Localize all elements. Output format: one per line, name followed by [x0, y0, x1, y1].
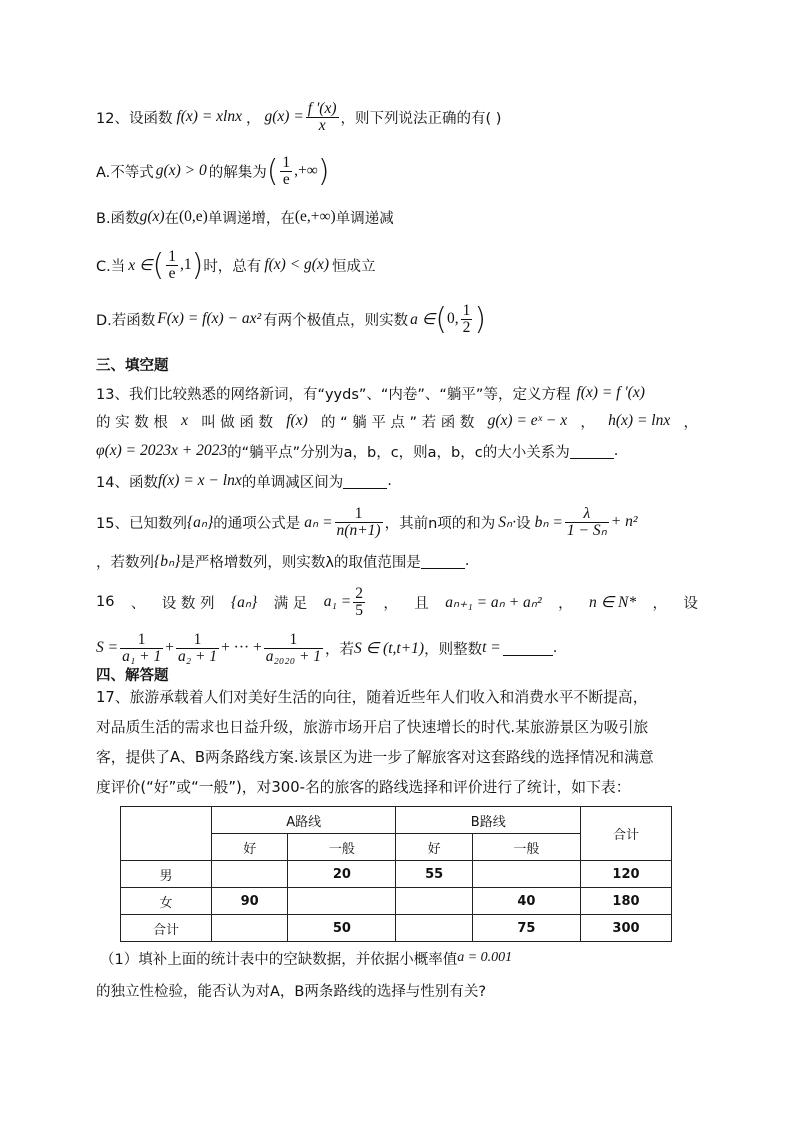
q15-bn-fraction: [565, 506, 609, 539]
q12-c-rparen: ): [191, 247, 204, 283]
q16-w5: ，: [383, 595, 398, 612]
q16-dots: + ··· +: [221, 639, 262, 656]
q16-w8: ，: [652, 595, 667, 612]
q12-prefix: 12、设函数: [96, 110, 173, 127]
table-cell: 90: [212, 888, 288, 915]
q16-a1-num: 2: [355, 584, 363, 602]
q12-d-F: F(x) = f(x) − ax²: [157, 310, 262, 327]
q15-an-lhs: aₙ =: [304, 513, 333, 531]
q12-d-rparen: ): [474, 301, 487, 337]
route-b-avg-header: 一般: [472, 834, 580, 861]
q13-eq: f(x) = f '(x): [576, 384, 645, 401]
route-b-good-header: 好: [396, 834, 472, 861]
q12-b-interval2: (e,+∞): [294, 208, 336, 225]
table-cell: 55: [396, 861, 472, 888]
q16-term1-num: 1: [120, 632, 163, 649]
q12-d-prefix: D.若函数: [96, 312, 156, 329]
q13-line2: 的 实 数 根 x 叫 做 函 数 f(x) 的 “ 躺 平 点 ” 若 函 数 g(x) = eˣ − x ， h(x) = lnx ，: [96, 412, 698, 431]
q16-s-lhs: S =: [96, 639, 119, 656]
table-cell-total: 180: [581, 888, 672, 915]
q12-sep: ，: [246, 110, 261, 127]
q12-a-fraction: [280, 155, 292, 188]
q15-l2-prefix: ，若数列: [96, 554, 154, 571]
q12-d-a: a ∈: [410, 310, 436, 328]
q12-b-text2: 单调递减: [335, 210, 394, 227]
q16-w7: ，: [558, 595, 573, 612]
q16-w4: 满 足: [273, 595, 308, 612]
q12-d-num: 1: [462, 301, 471, 319]
q16-answer-blank[interactable]: [503, 641, 553, 656]
q12-b-prefix: B.函数: [96, 210, 140, 227]
q13-h: h(x) = lnx: [608, 412, 671, 429]
table-cell[interactable]: [472, 861, 580, 888]
q12-a-lparen: (: [266, 153, 279, 189]
q16-w3: 设 数 列: [161, 595, 215, 612]
q16-nN: n ∈ N*: [588, 593, 637, 611]
q15-mid1: 的通项公式是: [213, 515, 301, 532]
q16-a1-den: 5: [355, 601, 363, 619]
q12-g-num: f '(x): [307, 99, 337, 117]
q14-answer-blank[interactable]: [343, 474, 387, 489]
q16-w9: 设: [683, 595, 698, 612]
q16-line1: [96, 580, 698, 624]
q13-x: x: [181, 412, 188, 429]
section-3-title: 三、填空题: [96, 358, 169, 374]
q16-term3: [264, 632, 323, 665]
q15-sn: Sₙ·: [498, 513, 517, 531]
table-cell: 75: [472, 915, 580, 942]
q16-rec: aₙ₊₁ = aₙ + aₙ²: [445, 593, 542, 611]
q16-w1: 16: [96, 594, 115, 610]
q15-set: 设: [516, 515, 531, 532]
q17-para-line4: 度评价(“好”或“一般”)，对300-名的旅客的路线选择和评价进行了统计，如下表：: [96, 779, 631, 796]
q12-b-text1: 单调递增，在: [207, 210, 295, 227]
table-row: [121, 888, 672, 915]
q12-d-fraction: [461, 303, 473, 336]
q16-suffix: ，则整数: [424, 641, 483, 658]
q15-line1: [96, 500, 698, 544]
q12-g-den: x: [318, 116, 326, 134]
q17-sub1-line2: 的独立性检验，能否认为对A，B两条路线的选择与性别有关?: [96, 984, 487, 1000]
q15-bn-num: λ: [565, 506, 609, 523]
q15-bn-lhs: bₙ =: [534, 513, 563, 531]
table-cell[interactable]: [212, 861, 288, 888]
q12-b-interval1: (0,e): [179, 208, 208, 225]
q13-g: g(x) = eˣ − x: [487, 412, 568, 429]
q16-mid: ，若: [325, 641, 355, 658]
q13-line1: [96, 380, 698, 406]
q16-w2: 、: [130, 595, 146, 612]
q15-answer-blank[interactable]: [421, 554, 465, 569]
q15-end: .: [464, 553, 470, 569]
q12-b-in1: 在: [164, 210, 180, 227]
q15-prefix: 15、已知数列: [96, 515, 187, 532]
q15-an-num: 1: [335, 506, 383, 523]
q13-a: 的 实 数 根: [96, 414, 168, 431]
q12-option-c: [96, 244, 698, 286]
q12-f-def: f(x) = xlnx: [176, 108, 242, 125]
q12-g-lhs: g(x) =: [264, 108, 304, 125]
q12-c-mid: 时，总有: [203, 258, 262, 275]
q13-line3: [96, 438, 698, 464]
q16-term1-den: a₁ + 1: [122, 647, 162, 665]
q16-plus: +: [165, 639, 174, 656]
q17-para-line2: 对品质生活的需求也日益升级，旅游市场开启了快速增长的时代.某旅游景区为吸引旅: [96, 719, 649, 736]
q12-a-rparen: ): [317, 153, 330, 189]
q14-suffix: 的单调减区间为: [241, 474, 344, 491]
table-cell-total: 300: [581, 915, 672, 942]
route-b-header: B路线: [396, 807, 581, 834]
table-corner-cell: [121, 807, 212, 861]
q16-term3-num: 1: [264, 632, 323, 649]
table-cell[interactable]: [396, 915, 472, 942]
q15-an-den: n(n+1): [336, 521, 381, 539]
q16-term2: [176, 632, 219, 665]
q16-w6: 且: [414, 595, 429, 612]
q16-a1-lhs: a₁ =: [323, 593, 352, 610]
q17-sub1-line1: [100, 946, 698, 970]
q16-s-in: S ∈ (t,t+1): [354, 639, 425, 657]
q13-phi: φ(x) = 2023x + 2023: [96, 442, 228, 459]
statistics-table: [120, 806, 672, 942]
q12-a-prefix: A.不等式: [96, 164, 154, 181]
q13-b: 叫 做 函 数: [201, 414, 274, 431]
route-a-avg-header: 一般: [288, 834, 396, 861]
q14-prefix: 14、函数: [96, 474, 158, 491]
q14-line: [96, 468, 698, 494]
q15-line2: [96, 548, 698, 574]
q16-term2-den: a₂ + 1: [177, 647, 218, 665]
q13-answer-blank[interactable]: [570, 444, 614, 459]
q12-c-den: e: [168, 264, 176, 282]
q15-l2-suffix: 是严格增数列，则实数λ的取值范围是: [180, 554, 421, 571]
q17-para-line1: 17、旅游承载着人们对美好生活的向往，随着近些年人们收入和消费水平不断提高，: [96, 689, 648, 706]
q16-term3-den: a₂₀₂₀ + 1: [265, 647, 322, 665]
q17-para-line3: 客，提供了A、B两条路线方案.该景区为进一步了解旅客对这套路线的选择情况和满意: [96, 749, 654, 766]
q15-bn-den: 1 − Sₙ: [566, 521, 607, 539]
q12-c-lparen: (: [152, 247, 165, 283]
q13-text3: 的“躺平点”分别为a，b，c，则a，b，c的大小关系为: [227, 444, 570, 461]
q17-sub1-text: （1）填补上面的统计表中的空缺数据，并依据小概率值: [100, 951, 458, 968]
q12-c-x: x ∈: [128, 256, 153, 274]
q12-a-math: g(x) > 0: [155, 162, 207, 179]
table-cell[interactable]: [212, 915, 288, 942]
table-cell[interactable]: [288, 888, 396, 915]
q16-term2-num: 1: [176, 632, 219, 649]
q16-t-eq: t =: [482, 639, 501, 656]
q12-c-suffix: 恒成立: [331, 258, 376, 275]
table-cell-total: 120: [581, 861, 672, 888]
q12-d-mid: 有两个极值点，则实数: [263, 312, 409, 329]
q12-suffix: ，则下列说法正确的有( ): [340, 110, 502, 127]
q12-option-a: [96, 150, 698, 192]
table-cell: 20: [288, 861, 396, 888]
q12-g-fraction: [306, 101, 339, 134]
q15-mid2: ，其前n项的和为: [384, 515, 496, 532]
q12-a-den: e: [282, 170, 290, 188]
q14-f: f(x) = x − lnx: [157, 472, 242, 489]
q12-a-mid: 的解集为: [208, 164, 267, 181]
q13-end: .: [613, 443, 619, 459]
q15-an-set: {aₙ}: [186, 513, 214, 531]
q13-c: 的 “ 躺 平 点 ” 若 函 数: [321, 414, 475, 431]
q12-c-ineq: f(x) < g(x): [264, 256, 329, 273]
q16-an: {aₙ}: [230, 593, 258, 611]
q15-an-fraction: [335, 506, 383, 539]
q17-sub1-alpha: a = 0.001: [457, 950, 513, 965]
q16-end: .: [552, 640, 558, 656]
route-a-header: A路线: [212, 807, 396, 834]
table-row: [121, 915, 672, 942]
route-a-good-header: 好: [212, 834, 288, 861]
table-cell[interactable]: [396, 888, 472, 915]
row-label: 女: [121, 888, 212, 915]
q12-c-num: 1: [168, 247, 176, 265]
section-4-title: 四、解答题: [96, 668, 169, 684]
table-cell: 40: [472, 888, 580, 915]
q15-bn-set: {bₙ}: [154, 552, 181, 570]
q12-c-tail: ,1: [179, 256, 192, 273]
q12-option-b: [96, 205, 698, 229]
q12-a-tail: ,+∞: [294, 162, 318, 179]
table-row: [121, 861, 672, 888]
q13-f: f(x): [286, 412, 308, 429]
table-cell: 50: [288, 915, 396, 942]
q12-a-num: 1: [282, 153, 291, 171]
q12-d-head: 0,: [447, 310, 459, 327]
q12-d-den: 2: [462, 318, 471, 336]
q13-text1: 13、我们比较熟悉的网络新词，有“yyds”、“内卷”、“躺平”等，定义方程: [96, 386, 571, 403]
q12-option-d: [96, 298, 698, 340]
row-label: 合计: [121, 915, 212, 942]
q12-b-g: g(x): [139, 208, 165, 225]
q16-a1-fraction: [353, 586, 365, 619]
q14-end: .: [387, 473, 392, 489]
q12-stem: [96, 100, 698, 134]
q12-d-lparen: (: [435, 301, 448, 337]
row-label: 男: [121, 861, 212, 888]
q16-a1: [324, 586, 367, 619]
q16-term1: [120, 632, 163, 665]
table-header-row: [121, 807, 672, 834]
q15-bn-tail: + n²: [610, 513, 638, 530]
q12-c-prefix: C.当: [96, 258, 126, 275]
q12-c-fraction: [166, 249, 178, 282]
total-header: 合计: [581, 807, 672, 861]
